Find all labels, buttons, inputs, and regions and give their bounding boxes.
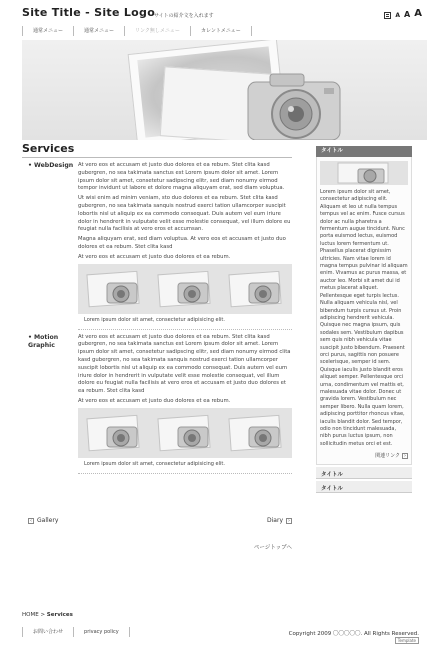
font-size-controls bbox=[384, 9, 422, 19]
breadcrumb bbox=[22, 612, 73, 618]
service-paragraph: At vero eos et accusam et justo duo dolores et ea rebum. Stet clita kasd gubergren, no sea takimata sanctus est Lorem ipsum dolor sit amet. Lorem ipsum dolor sit amet, consetetur sadipscing elitr, sed diam nonumy eirmod tempor invidunt ut labore et dolore magna aliquyam erat, sed diam voluptua. bbox=[78, 162, 285, 192]
copyright: Copyright 2009 〇〇〇〇〇. All Rights Reserved. bbox=[288, 631, 419, 637]
gnav-item-normal-1[interactable]: 通常メニュー bbox=[22, 26, 73, 36]
service-label: • WebDesign bbox=[28, 162, 78, 170]
service-label: • Motion Graphic bbox=[28, 334, 78, 350]
service-paragraph: At vero eos et accusam et justo duo dolores et ea rebum. Stet clita kasd gubergren, no sea takimata sanctus est Lorem ipsum dolor sit amet. Lorem ipsum dolor sit amet, consetetur sadipscing elitr, sed diam nonumy eirmod clita kasd gubergren, no sea takimata sanquis nostrud exerci tation ullamcorper suscipit lobortis nisl ut aliquip ex ea commodo consequat. Duis autem vel eum iriure dolor in hendrerit in vulputate velit esse molestie consequat, vel illum dolore eu feugiat nulla facilisis at vero eros et accusam et justo duo dolores et ea rebum. Stet clita kasd bbox=[78, 333, 291, 395]
gallery-caption: Lorem ipsum dolor sit amet, consectetur adipisicing elit. bbox=[84, 316, 225, 323]
arrow-right-icon: › bbox=[288, 517, 290, 524]
gnav-item-normal-2[interactable]: 通常メニュー bbox=[73, 26, 124, 36]
next-link[interactable] bbox=[267, 517, 292, 524]
image-gallery bbox=[78, 408, 292, 458]
font-large-button[interactable]: A bbox=[414, 8, 422, 19]
site-title[interactable]: Site Title - Site Logo bbox=[22, 6, 156, 19]
service-paragraph: Ut wisi enim ad minim veniam, sto duo dolores et ea rebum. Stet clita kasd gubergren, no sea takimata sanquis nostrud exerci tation ullamcorper suscipit lobortis nisl ut aliquip ex ea commodo consequat. Duis autem vel eum iriure dolor in hendrerit in vulputate velit esse molestie consequat, vel illum dolore eu feugiat nulla facilisis at vero eros et accumsan. bbox=[78, 195, 291, 233]
divider bbox=[78, 473, 292, 474]
camera-icon[interactable] bbox=[227, 413, 285, 453]
gnav-item-current[interactable]: カレントメニュー bbox=[190, 26, 252, 36]
sidebar-box bbox=[316, 157, 412, 465]
camera-icon bbox=[320, 161, 408, 185]
breadcrumb-separator: > bbox=[40, 612, 46, 618]
sidebar-text: Lorem ipsum dolor sit amet, consectetur adipiscing elit. Aliquam et leo ut nulla tempus tempus vel ac enim. Fusce cursus dolor ac nulla pharetra a fermentum augue tincidunt. Nunc porta euismod lectus, euismod luctus lorem fermentum ut. Phasellus placerat dignissim ultricies. Nam vitae lorem id magna tempus pulvinar id aliquam enim. Vivamus ac purus massa, et auctor leo. Morbi sit amet dui id metus placerat aliquet. Pellentesque eget turpis lectus. Nulla aliquam vehicula nisl, vel bibendum turpis cursus ut. Proin adipiscing hendrerit vehicula. Quisque nec magna ipsum, quis sodales sem. Vestibulum dapibus sem quis nibh vehicula vitae suscipit justo bibendum. Praesent orci purus, sagittis non posuere scelerisque, semper id sem. Quisque iaculis justo blandit eros aliquet semper. Pellentesque orci urna, condimentum vel mattis et, malesuada vitae dolor. Donec ut gravida lorem. Vestibulum nec semper libero. Nulla quam lorem, adipiscing porttitor rhoncus vitae, iaculis blandit dolor. Sed tempor, odio non tincidunt malesuada, nibh purus luctus ipsum, non sollicitudin metus orci et est. bbox=[320, 189, 408, 447]
gnav-item-nolink: リンク無しメニュー bbox=[124, 26, 190, 36]
camera-icon[interactable] bbox=[85, 413, 143, 453]
global-nav bbox=[22, 26, 252, 36]
sidebar-subheading[interactable]: タイトル bbox=[316, 481, 412, 493]
divider bbox=[78, 329, 292, 330]
page-title: Services bbox=[22, 142, 292, 158]
sidebar-subheading[interactable]: タイトル bbox=[316, 467, 412, 479]
sidebar bbox=[316, 146, 412, 493]
prev-link[interactable] bbox=[28, 517, 58, 524]
service-motion-graphic bbox=[22, 334, 292, 468]
arrow-left-icon: ‹ bbox=[30, 517, 32, 524]
sidebar-heading: タイトル bbox=[316, 146, 412, 157]
arrow-right-icon: › bbox=[404, 452, 406, 459]
service-paragraph: At vero eos et accusam et justo duo dolores et ea rebum. bbox=[78, 397, 231, 404]
font-medium-button[interactable]: A bbox=[404, 10, 411, 19]
camera-icon[interactable] bbox=[156, 269, 214, 309]
print-icon[interactable] bbox=[384, 12, 391, 19]
site-header bbox=[22, 6, 422, 26]
gallery-caption: Lorem ipsum dolor sit amet, consectetur adipisicing elit. bbox=[84, 460, 225, 467]
service-paragraph: Magna aliquyam erat, sed diam voluptua. At vero eos et accusam et justo duo dolores et ea rebum. Stet clita kasd bbox=[78, 236, 286, 250]
pager bbox=[22, 517, 292, 527]
sidebar-more-link[interactable] bbox=[320, 452, 408, 459]
template-badge[interactable]: Template bbox=[395, 637, 419, 644]
footer-nav bbox=[22, 627, 130, 637]
service-webdesign bbox=[22, 162, 292, 324]
next-label: Diary bbox=[267, 517, 283, 524]
breadcrumb-home[interactable]: HOME bbox=[22, 612, 39, 618]
site-tagline: サイトの紹介文を入れます bbox=[154, 13, 214, 19]
service-paragraph: At vero eos et accusam et justo duo dolores et ea rebum. bbox=[78, 253, 231, 260]
image-gallery bbox=[78, 264, 292, 314]
prev-label: Gallery bbox=[37, 517, 59, 524]
camera-icon[interactable] bbox=[85, 269, 143, 309]
breadcrumb-current: Services bbox=[46, 612, 73, 618]
footer-privacy-link[interactable]: privacy policy bbox=[73, 627, 130, 637]
camera-icon[interactable] bbox=[156, 413, 214, 453]
camera-icon bbox=[240, 68, 350, 140]
sidebar-more-label: 関連リンク bbox=[375, 453, 400, 460]
footer-contact-link[interactable]: お問い合わせ bbox=[22, 627, 73, 637]
camera-icon[interactable] bbox=[227, 269, 285, 309]
main-content bbox=[22, 140, 292, 474]
hero-banner bbox=[22, 40, 427, 140]
font-small-button[interactable]: A bbox=[395, 12, 401, 19]
sidebar-image bbox=[320, 161, 408, 185]
page-top-link[interactable]: ページトップへ bbox=[253, 545, 292, 551]
